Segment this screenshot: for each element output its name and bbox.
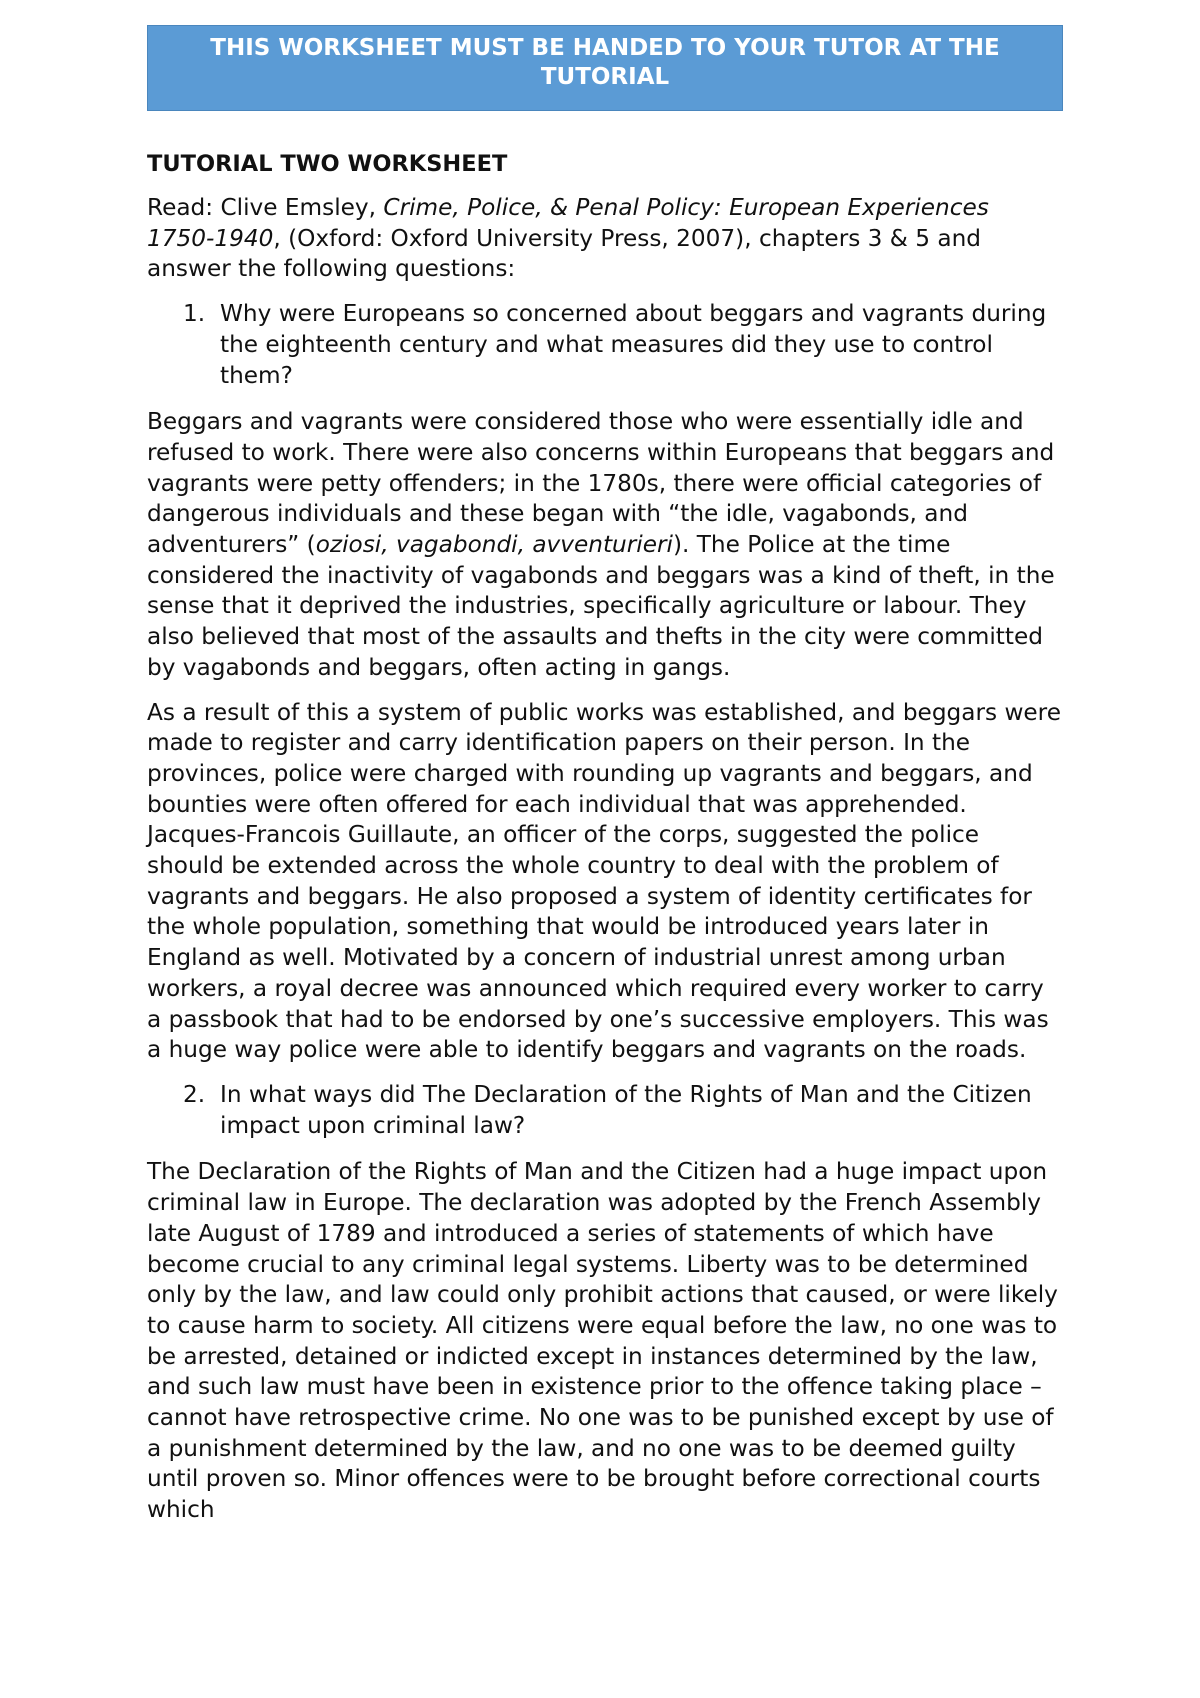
italian-terms: oziosi, vagabondi, avventurieri [315,531,673,559]
answer-text: ). The Police at the time considered the inactivity of vagabonds and beggars was a kind of theft, in the sense that it deprived the industries, specifically agriculture or labour. They also believed that most of the assaults and thefts in the city were committed by vagabonds and beggars, often acting in gangs. [147,531,1055,681]
question-text: Why were Europeans so concerned about beggars and vagrants during the eighteenth century and what measures did they use to control them? [220,300,1047,389]
question-text: In what ways did The Declaration of the Rights of Man and the Citizen impact upon criminal law? [220,1080,1032,1139]
answer-text: Beggars and vagrants were considered those who were essentially idle and refused to work. There were also concerns within Europeans that beggars and vagrants were petty offenders; in the 1780s, there were official categories of dangerous individuals and these began with “the idle, vagabonds, and adventurers” ( [147,408,1055,559]
question-number: 2. [183,1080,206,1108]
reading-suffix: , (Oxford: Oxford University Press, 2007), chapters 3 & 5 and answer the following questions: [147,224,982,283]
document-page [147,25,1063,1526]
reading-instruction [147,193,1063,285]
answer-1-paragraph-2: As a result of this a system of public works was established, and beggars were made to register and carry identification papers on their person. In the provinces, police were charged with rounding up vagrants and beggars, and bounties were often offered for each individual that was apprehended. Jacques-Francois Guillaute, an officer of the corps, suggested the police should be extended across the whole country to deal with the problem of vagrants and beggars. He also proposed a system of identity certificates for the whole population, something that would be introduced years later in England as well. Motivated by a concern of industrial unrest among urban workers, a royal decree was announced which required every worker to carry a passbook that had to be endorsed by one’s successive employers. This was a huge way police were able to identify beggars and vagrants on the roads. [147,698,1061,1064]
answer-2-paragraph-1: The Declaration of the Rights of Man and the Citizen had a huge impact upon criminal law in Europe. The declaration was adopted by the French Assembly late August of 1789 and introduced a series of statements of which have become crucial to any criminal legal systems. Liberty was to be determined only by the law, and law could only prohibit actions that caused, or were likely to cause harm to society. All citizens were equal before the law, no one was to be arrested, detained or indicted except in instances determined by the law, and such law must have been in existence prior to the offence taking place – cannot have retrospective crime. No one was to be punished except by use of a punishment determined by the law, and no one was to be deemed guilty until proven so. Minor offences were to be brought before correctional courts which [147,1158,1058,1524]
reading-prefix: Read: Clive Emsley, [147,194,384,221]
instruction-banner [147,25,1063,111]
banner-text: THIS WORKSHEET MUST BE HANDED TO YOUR TUTOR AT THE TUTORIAL [210,35,1000,90]
answer-1-paragraph-1 [147,407,1063,683]
book-title: Crime, Police, & Penal Policy: European Experiences 1750-1940 [147,194,989,252]
worksheet-title: TUTORIAL TWO WORKSHEET [147,151,508,177]
question-2 [147,1080,1063,1141]
question-number: 1. [183,300,206,328]
question-1 [147,299,1063,391]
